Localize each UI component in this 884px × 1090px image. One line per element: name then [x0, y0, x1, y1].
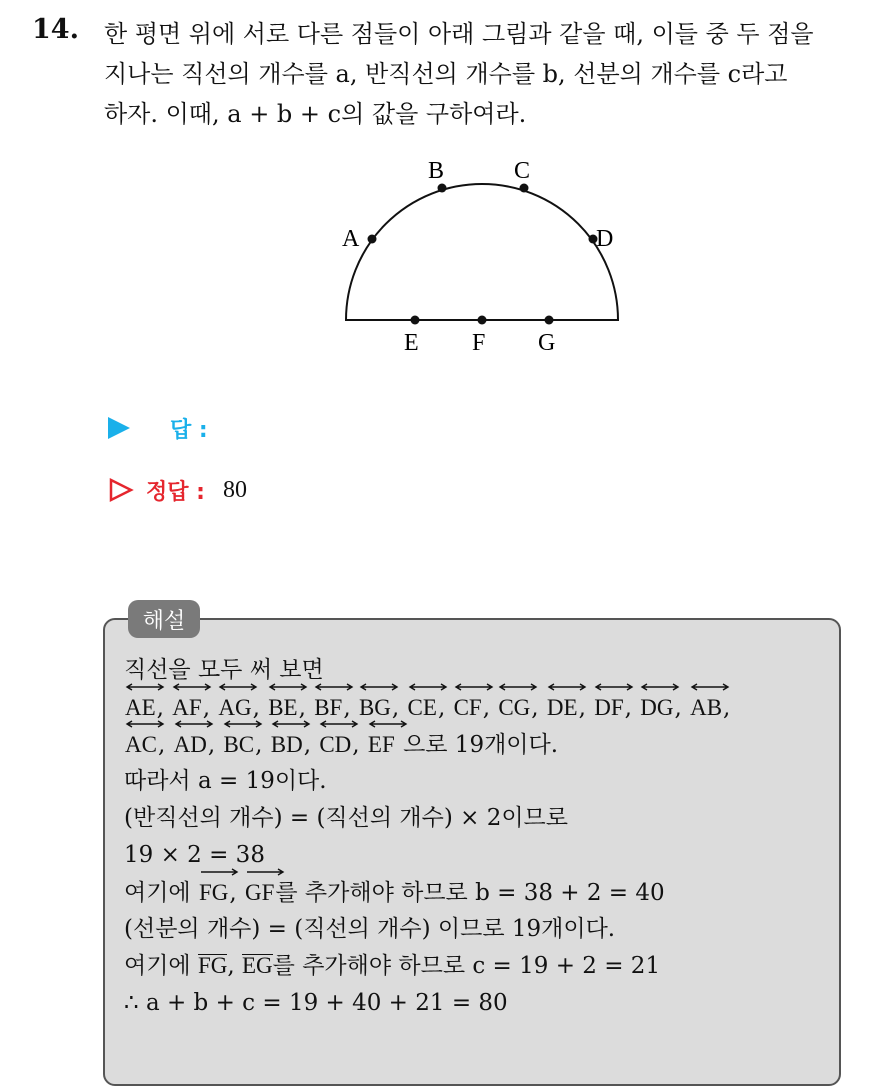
point-g: [545, 316, 554, 325]
correct-answer-label: 정답 :: [146, 479, 205, 505]
seg-add: 여기에 FG, EG를 추가해야 하므로 c = 19 + 2 = 21: [124, 953, 661, 979]
line-ae: AE: [125, 689, 156, 726]
line-ab: AB: [690, 689, 722, 726]
problem-number: 14.: [32, 14, 79, 45]
line-af: AF: [172, 689, 201, 726]
ray-fg: FG: [199, 874, 228, 911]
problem-text: [104, 14, 862, 134]
solution-tag: 해설: [128, 600, 200, 638]
line-bf: BF: [314, 689, 342, 726]
line-ag: AG: [218, 689, 251, 726]
label-b: B: [428, 158, 445, 184]
line-bd: BD: [271, 726, 303, 763]
outline-play-icon: [108, 477, 134, 503]
point-e: [411, 316, 420, 325]
ray-gf: GF: [245, 874, 274, 911]
ray-calc: 19 × 2 = 38: [124, 842, 265, 868]
label-d: D: [596, 226, 614, 252]
seg-relation: (선분의 개수) = (직선의 개수) 이므로 19개이다.: [124, 916, 616, 942]
semicircle-diagram: [330, 152, 630, 362]
line-be: BE: [268, 689, 297, 726]
lines-row-2: AC , AD , BC , BD , CD , EF 으로 19개이다.: [124, 726, 834, 763]
line-cf: CF: [454, 689, 482, 726]
lines-row-2-suffix: 으로 19개이다.: [403, 732, 559, 758]
answer-area: [108, 408, 247, 510]
point-a: [368, 235, 377, 244]
point-f: [478, 316, 487, 325]
label-e: E: [404, 330, 419, 356]
seg-add-suffix: 를 추가해야 하므로 c = 19 + 2 = 21: [272, 953, 661, 979]
solution-body: [124, 652, 834, 1022]
ray-relation: (반직선의 개수) = (직선의 개수) × 2이므로: [124, 805, 568, 831]
line-ad: AD: [174, 726, 207, 763]
correct-answer-row: [108, 470, 247, 510]
line-dg: DG: [640, 689, 673, 726]
play-icon: [108, 417, 130, 439]
answer-row: [108, 408, 247, 448]
label-g: G: [538, 330, 556, 356]
line-ac: AC: [125, 726, 157, 763]
correct-answer-value: 80: [222, 476, 247, 503]
problem-line-3: 하자. 이때, a + b + c의 값을 구하여라.: [104, 100, 527, 128]
lines-row-1: AE , AF , AG , BE , BF , BG , CE , CF , CG , DE , DF , DG , AB ,: [124, 689, 834, 726]
solution-final: ∴ a + b + c = 19 + 40 + 21 = 80: [124, 990, 508, 1016]
seg-eg: EG: [242, 953, 273, 978]
line-bg: BG: [359, 689, 391, 726]
ray-add-prefix: 여기에: [124, 880, 191, 906]
label-a: A: [342, 226, 360, 252]
label-c: C: [514, 158, 531, 184]
seg-fg: FG: [197, 953, 228, 978]
line-cd: CD: [319, 726, 351, 763]
solution-intro: 직선을 모두 써 보면: [124, 657, 324, 683]
solution-a: 따라서 a = 19이다.: [124, 768, 327, 794]
line-df: DF: [594, 689, 623, 726]
semicircle-figure: [330, 152, 630, 366]
point-c: [520, 184, 529, 193]
answer-label: 답 :: [170, 417, 208, 443]
ray-add-suffix: 를 추가해야 하므로 b = 38 + 2 = 40: [275, 880, 665, 906]
ray-add: 여기에 FG , GF 를 추가해야 하므로 b = 38 + 2 = 40: [124, 874, 834, 911]
line-bc: BC: [223, 726, 254, 763]
line-ef: EF: [368, 726, 395, 763]
semicircle-arc: [346, 184, 618, 320]
line-de: DE: [547, 689, 578, 726]
point-b: [438, 184, 447, 193]
problem: [32, 14, 862, 134]
problem-line-2: 지나는 직선의 개수를 a, 반직선의 개수를 b, 선분의 개수를 c라고: [104, 60, 788, 88]
problem-line-1: 한 평면 위에 서로 다른 점들이 아래 그림과 같을 때, 이들 중 두 점을: [104, 20, 814, 48]
line-cg: CG: [498, 689, 530, 726]
line-ce: CE: [408, 689, 437, 726]
seg-add-prefix: 여기에: [124, 953, 191, 979]
label-f: F: [472, 330, 486, 356]
